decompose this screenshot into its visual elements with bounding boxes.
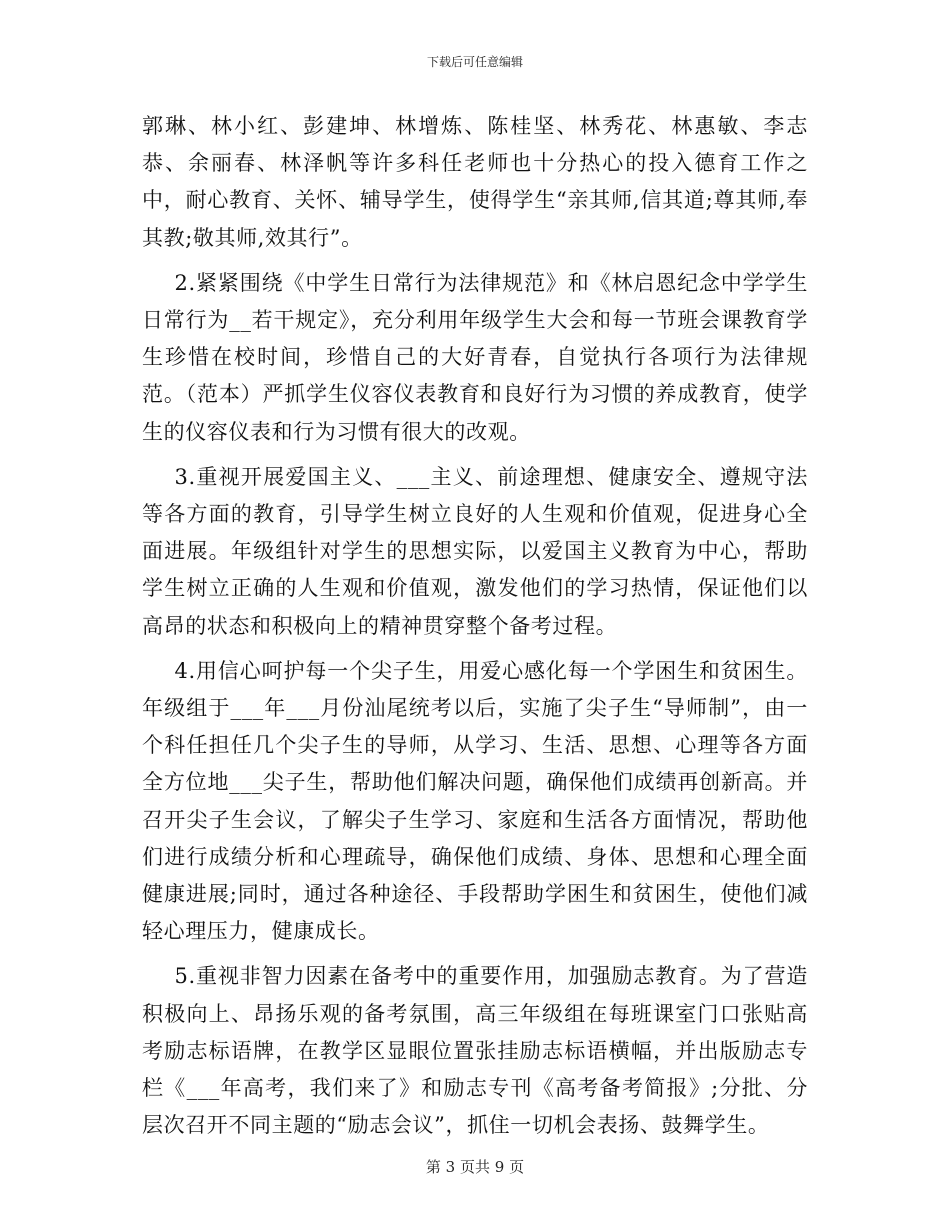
paragraph-item-2: 2.紧紧围绕《中学生日常行为法律规范》和《林启恩纪念中学学生日常行为__若干规定》，充分利用年级学生大会和每一节班会课教育学生珍惜在校时间，珍惜自己的大好青春，自觉执行各项行为法律规范。（范本）严抓学生仪容仪表教育和良好行为习惯的养成教育，使学生的仪容仪表和行为习惯有很大的改观。 — [142, 270, 808, 444]
paragraph-item-3: 3.重视开展爱国主义、___主义、前途理想、健康安全、遵规守法等各方面的教育，引导学生树立良好的人生观和价值观，促进身心全面进展。年级组针对学生的思想实际，以爱国主义教育为中心，帮助学生树立正确的人生观和价值观，激发他们的学习热情，保证他们以高昂的状态和积极向上的精神贯穿整个备考过程。 — [142, 464, 808, 638]
document-body — [142, 108, 808, 1152]
header-note: 下载后可任意编辑 — [426, 55, 523, 69]
paragraph-item-4: 4.用信心呵护每一个尖子生，用爱心感化每一个学困生和贫困生。年级组于___年___月份汕尾统考以后，实施了尖子生“导师制”，由一个科任担任几个尖子生的导师，从学习、生活、思想、心理等各方面全方位地___尖子生，帮助他们解决问题，确保他们成绩再创新高。并召开尖子生会议，了解尖子生学习、家庭和生活各方面情况，帮助他们进行成绩分析和心理疏导，确保他们成绩、身体、思想和心理全面健康进展;同时，通过各种途径、手段帮助学困生和贫困生，使他们减轻心理压力，健康成长。 — [142, 658, 808, 944]
page-number: 第 3 页共 9 页 — [425, 1158, 525, 1176]
paragraph-item-5: 5.重视非智力因素在备考中的重要作用，加强励志教育。为了营造积极向上、昂扬乐观的备考氛围，高三年级组在每班课室门口张贴高考励志标语牌，在教学区显眼位置张挂励志标语横幅，并出版励志专栏《___年高考，我们来了》和励志专刊《高考备考简报》;分批、分层次召开不同主题的“励志会议”，抓住一切机会表扬、鼓舞学生。 — [142, 964, 808, 1138]
paragraph-continuation: 郭琳、林小红、彭建坤、林增炼、陈桂坚、林秀花、林惠敏、李志恭、余丽春、林泽帆等许多科任老师也十分热心的投入德育工作之中，耐心教育、关怀、辅导学生，使得学生“亲其师,信其道;尊其师,奉其教;敬其师,效其行”。 — [142, 114, 808, 250]
